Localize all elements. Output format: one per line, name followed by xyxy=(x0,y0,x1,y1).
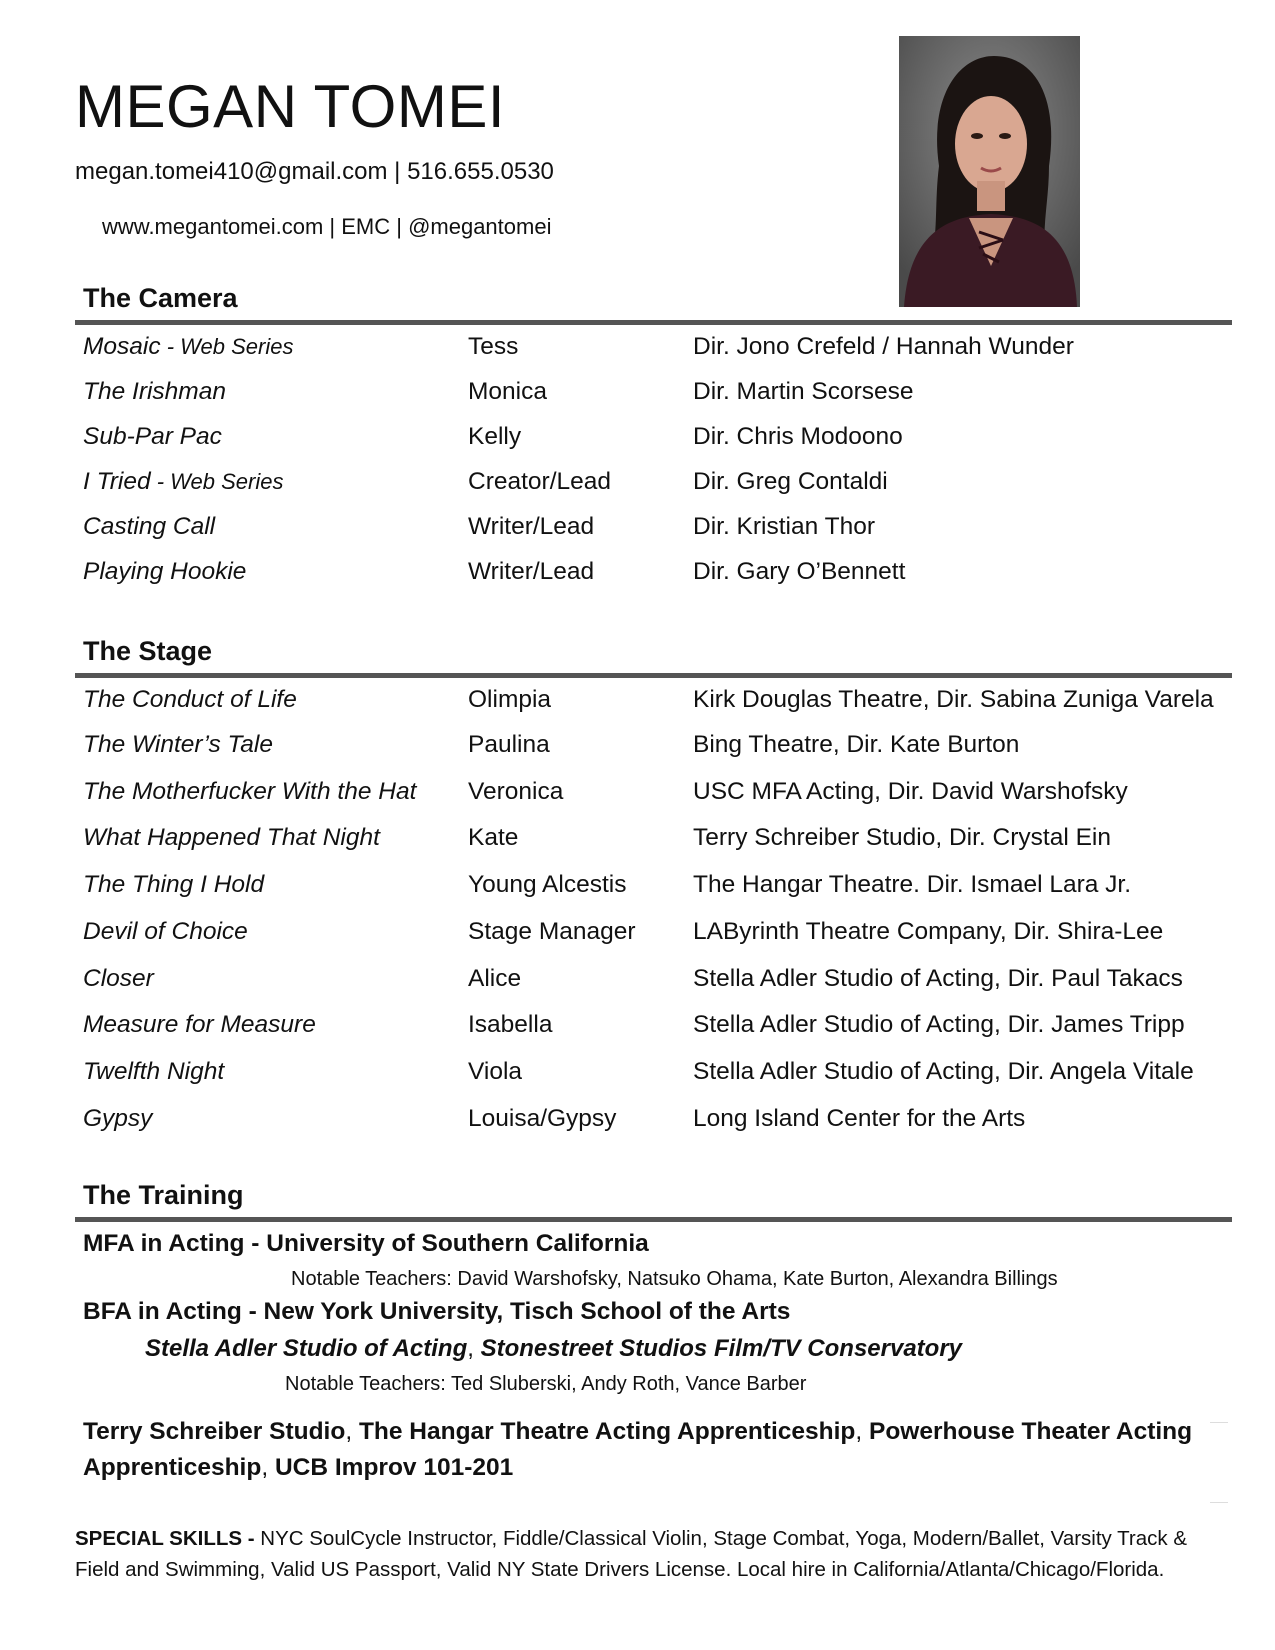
training-divider xyxy=(75,1217,1232,1222)
camera-credit-row xyxy=(83,333,1233,379)
venue-director: Stella Adler Studio of Acting, Dir. Paul Takacs xyxy=(693,965,1183,992)
role: Stage Manager xyxy=(468,918,636,945)
role: Young Alcestis xyxy=(468,871,627,898)
bfa-studios: Stella Adler Studio of Acting, Stonestreet Studios Film/TV Conservatory xyxy=(145,1335,963,1362)
camera-credit-row xyxy=(83,378,1233,424)
stage-credit-row xyxy=(83,1011,1233,1057)
role: Kate xyxy=(468,824,519,851)
director: Dir. Greg Contaldi xyxy=(693,468,888,495)
role: Creator/Lead xyxy=(468,468,612,495)
camera-credit-row xyxy=(83,468,1233,514)
director: Dir. Kristian Thor xyxy=(693,513,875,540)
production-title: Devil of Choice xyxy=(83,918,248,945)
production-title: Sub-Par Pac xyxy=(83,423,222,450)
stage-divider xyxy=(75,673,1232,678)
special-skills xyxy=(75,1523,1225,1585)
production-title: I Tried - Web Series xyxy=(83,468,284,495)
production-title: Gypsy xyxy=(83,1105,153,1132)
director: Dir. Martin Scorsese xyxy=(693,378,914,405)
role: Louisa/Gypsy xyxy=(468,1105,617,1132)
production-title: What Happened That Night xyxy=(83,824,380,851)
production-title: Mosaic - Web Series xyxy=(83,333,294,360)
contact-email-phone: megan.tomei410@gmail.com | 516.655.0530 xyxy=(75,158,554,185)
stage-credit-row xyxy=(83,1058,1233,1104)
special-skills-text: NYC SoulCycle Instructor, Fiddle/Classical Violin, Stage Combat, Yoga, Modern/Ballet, Varsity Track & Field and Swimming, Valid US Passport, Valid NY State Drivers License. Local hire in California/Atlanta/Chicago/Florida. xyxy=(75,1527,1187,1581)
role: Tess xyxy=(468,333,519,360)
venue-director: Long Island Center for the Arts xyxy=(693,1105,1026,1132)
role: Monica xyxy=(468,378,547,405)
director: Dir. Jono Crefeld / Hannah Wunder xyxy=(693,333,1074,360)
special-skills-label: SPECIAL SKILLS - xyxy=(75,1527,261,1550)
production-title: Twelfth Night xyxy=(83,1058,225,1085)
role: Viola xyxy=(468,1058,523,1085)
venue-director: Stella Adler Studio of Acting, Dir. James Tripp xyxy=(693,1011,1185,1038)
production-title: The Thing I Hold xyxy=(83,871,265,898)
camera-credit-row xyxy=(83,423,1233,469)
production-title: Casting Call xyxy=(83,513,216,540)
actor-name: MEGAN TOMEI xyxy=(75,73,506,140)
training-section-title: The Training xyxy=(83,1180,244,1210)
bfa-degree: BFA in Acting - New York University, Tisch School of the Arts xyxy=(83,1298,791,1325)
director: Dir. Gary O’Bennett xyxy=(693,558,906,585)
venue-director: USC MFA Acting, Dir. David Warshofsky xyxy=(693,778,1128,805)
stage-credit-row xyxy=(83,731,1233,777)
headshot-photo xyxy=(899,36,1080,307)
production-title: The Conduct of Life xyxy=(83,686,297,713)
role: Olimpia xyxy=(468,686,552,713)
role: Writer/Lead xyxy=(468,513,595,540)
director: Dir. Chris Modoono xyxy=(693,423,903,450)
faint-mark xyxy=(1210,1422,1228,1423)
contact-web-union-social: www.megantomei.com | EMC | @megantomei xyxy=(102,214,552,239)
venue-director: Terry Schreiber Studio, Dir. Crystal Ein xyxy=(693,824,1111,851)
production-title: The Motherfucker With the Hat xyxy=(83,778,417,805)
headshot-illustration xyxy=(899,36,1080,307)
production-title: Closer xyxy=(83,965,154,992)
production-title: The Irishman xyxy=(83,378,226,405)
role: Veronica xyxy=(468,778,564,805)
role: Writer/Lead xyxy=(468,558,595,585)
stage-credit-row xyxy=(83,918,1233,964)
venue-director: Stella Adler Studio of Acting, Dir. Angela Vitale xyxy=(693,1058,1194,1085)
venue-director: Bing Theatre, Dir. Kate Burton xyxy=(693,731,1020,758)
stage-credit-row xyxy=(83,965,1233,1011)
camera-divider xyxy=(75,320,1232,325)
mfa-degree: MFA in Acting - University of Southern California xyxy=(83,1230,649,1257)
mfa-teachers: Notable Teachers: David Warshofsky, Natsuko Ohama, Kate Burton, Alexandra Billings xyxy=(291,1268,1058,1290)
camera-credit-row xyxy=(83,558,1233,604)
venue-director: LAByrinth Theatre Company, Dir. Shira-Lee xyxy=(693,918,1164,945)
camera-section-title: The Camera xyxy=(83,283,238,313)
production-title: The Winter’s Tale xyxy=(83,731,273,758)
production-title: Measure for Measure xyxy=(83,1011,316,1038)
stage-credit-row xyxy=(83,1105,1233,1151)
camera-credit-row xyxy=(83,513,1233,559)
stage-credit-row xyxy=(83,686,1233,732)
production-title: Playing Hookie xyxy=(83,558,247,585)
additional-training: Terry Schreiber Studio, The Hangar Theatre Acting Apprenticeship, Powerhouse Theater Acting Apprenticeship, UCB Improv 101-201 xyxy=(83,1418,1193,1481)
bfa-teachers: Notable Teachers: Ted Sluberski, Andy Roth, Vance Barber xyxy=(285,1373,807,1395)
role: Paulina xyxy=(468,731,550,758)
venue-director: The Hangar Theatre. Dir. Ismael Lara Jr. xyxy=(693,871,1132,898)
role: Isabella xyxy=(468,1011,553,1038)
stage-section-title: The Stage xyxy=(83,636,213,666)
venue-director: Kirk Douglas Theatre, Dir. Sabina Zuniga Varela xyxy=(693,686,1214,713)
faint-mark xyxy=(1210,1502,1228,1503)
stage-credit-row xyxy=(83,824,1233,870)
stage-credit-row xyxy=(83,778,1233,824)
role: Kelly xyxy=(468,423,522,450)
stage-credit-row xyxy=(83,871,1233,917)
role: Alice xyxy=(468,965,522,992)
